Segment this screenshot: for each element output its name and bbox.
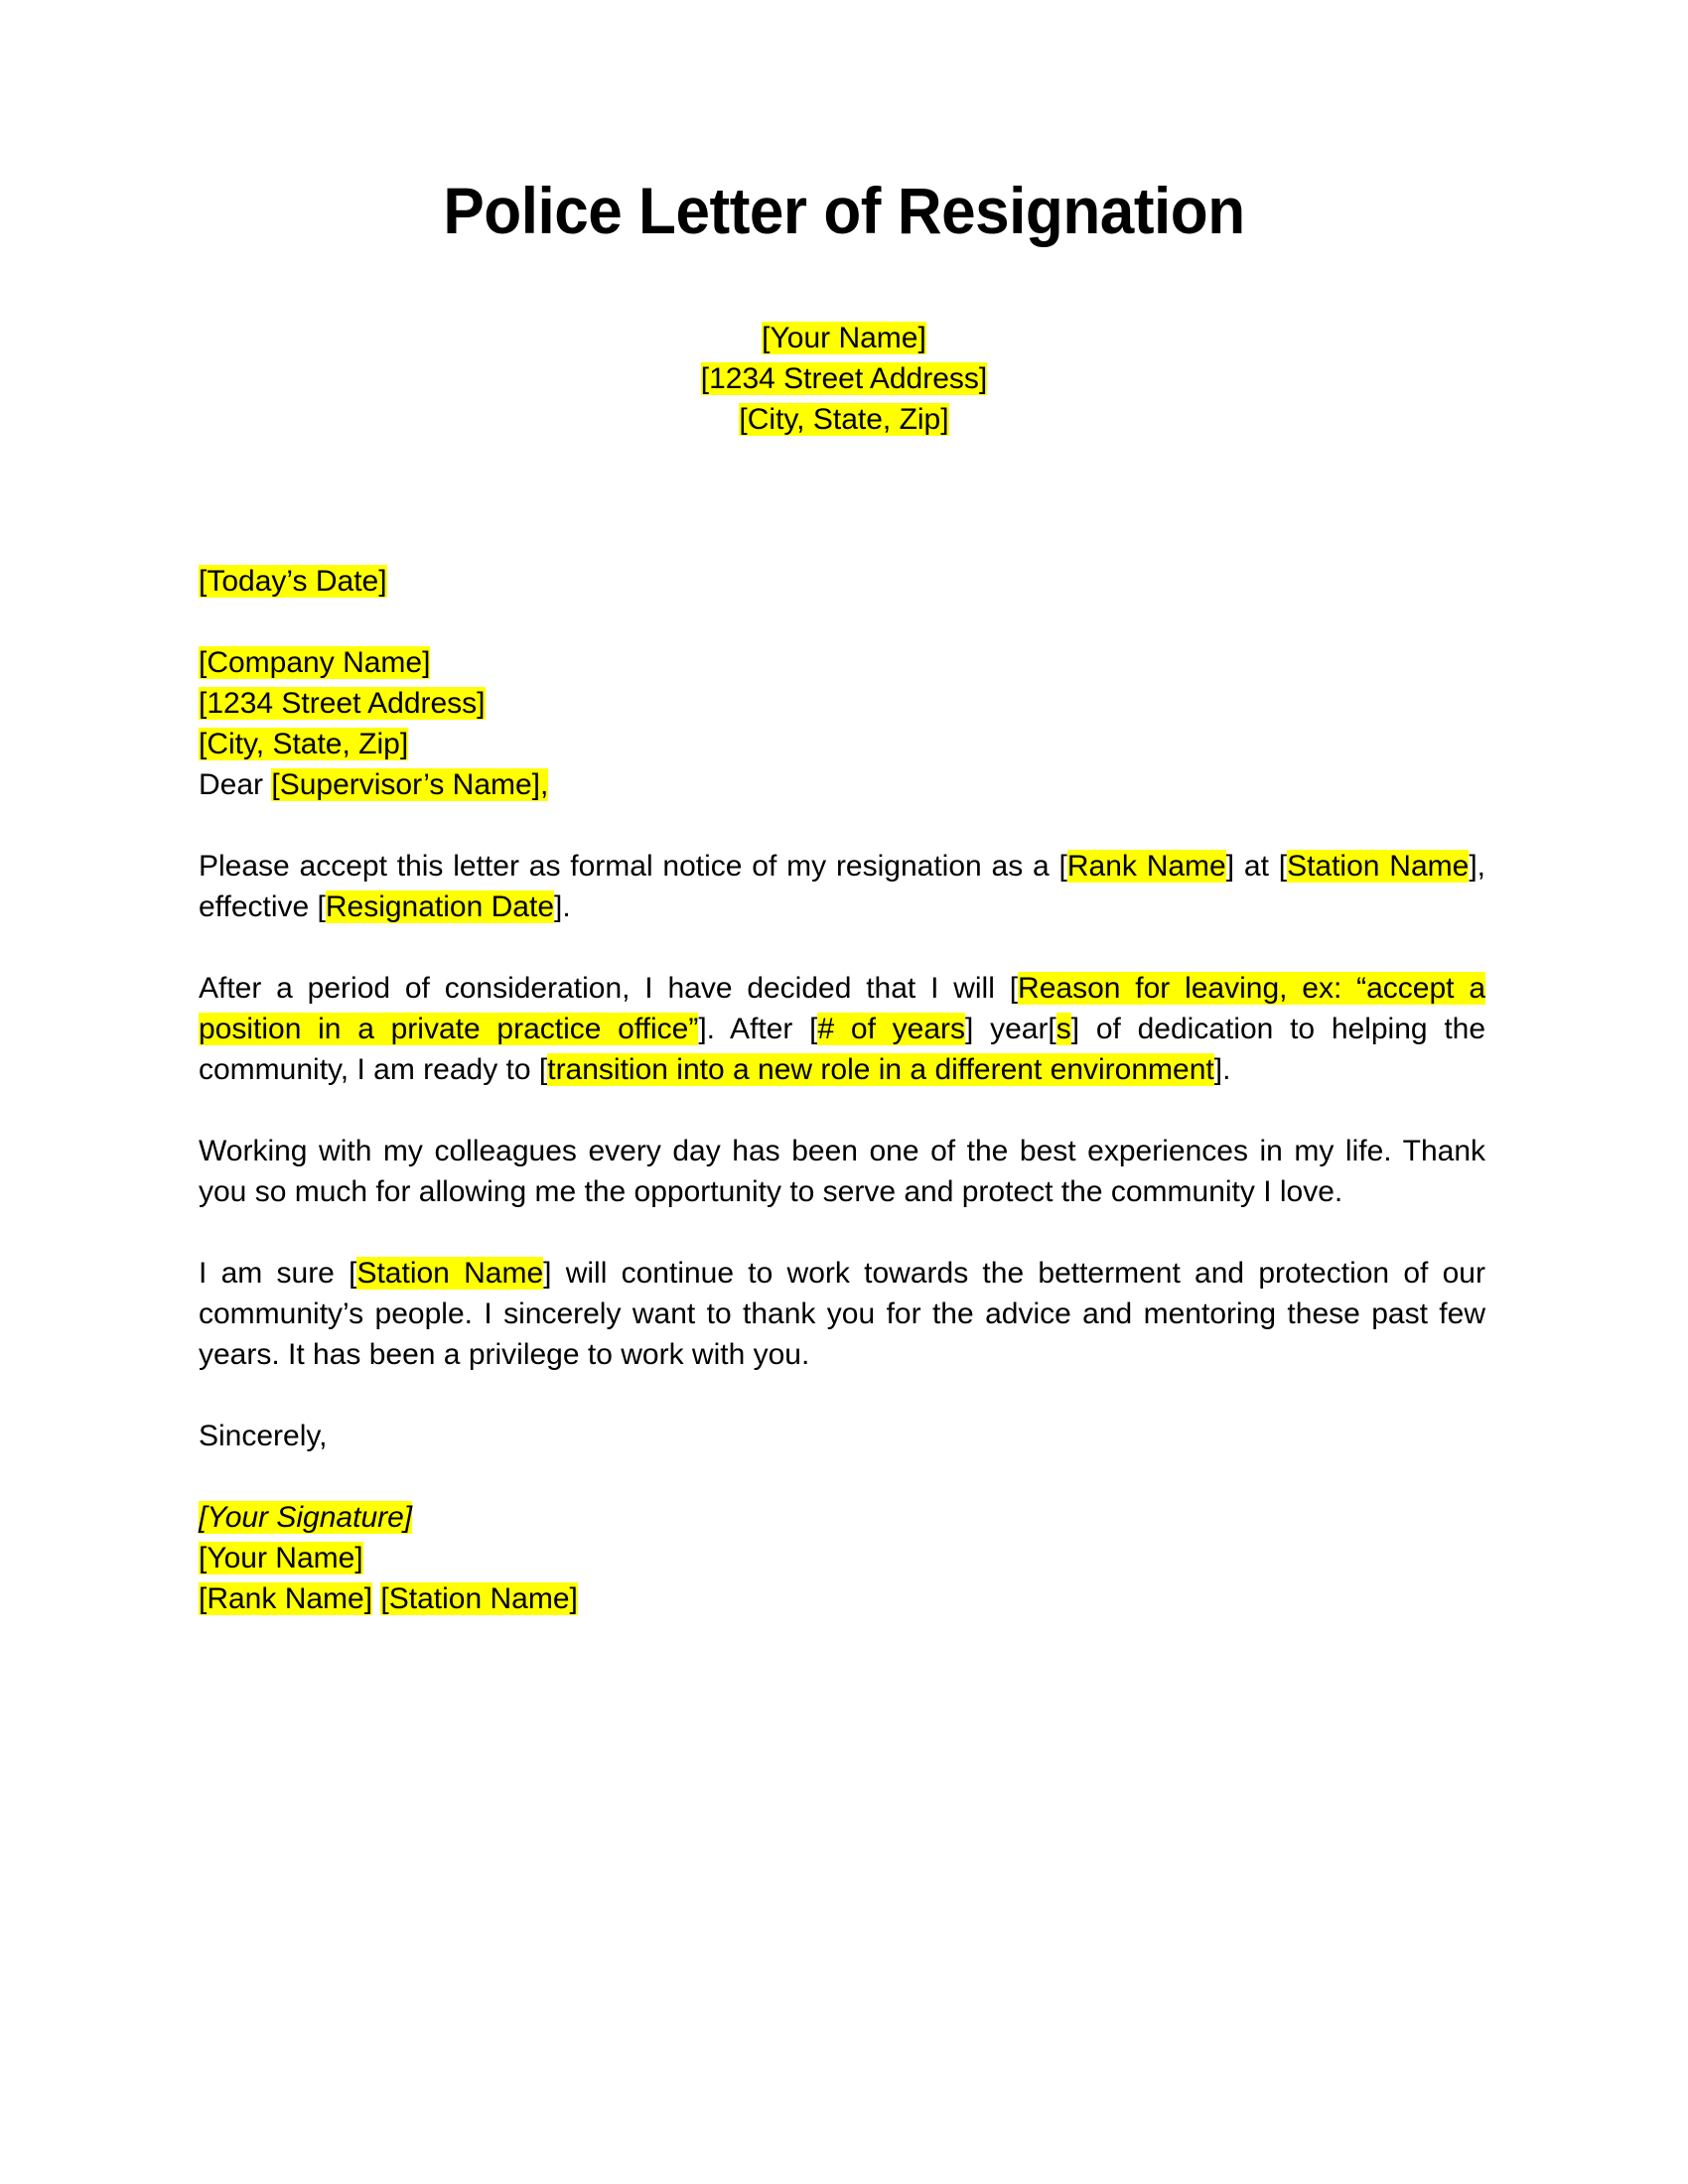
- p2-seg5: ].: [1213, 1053, 1231, 1086]
- p2-seg3: ] year[: [965, 1013, 1056, 1045]
- page-title: Police Letter of Resignation: [443, 174, 1245, 247]
- recipient-city-line: [199, 724, 1485, 764]
- closing-salutation: Sincerely,: [199, 1420, 328, 1452]
- spacer-before-p3: [199, 1090, 1485, 1131]
- p2-plural-s: s: [1055, 1013, 1071, 1045]
- your-signature: [Your Signature]: [199, 1501, 413, 1534]
- spacer-before-p1: [199, 805, 1485, 846]
- recipient-company-line: [199, 642, 1485, 683]
- p1-seg2: ] at [: [1225, 850, 1288, 883]
- signer-rank-station-line: [199, 1578, 1485, 1619]
- signature-line: [199, 1497, 1485, 1538]
- spacer-before-closing: [199, 1375, 1485, 1416]
- p1-resignation-date: Resignation Date: [325, 890, 555, 923]
- p1-seg4: ].: [554, 890, 571, 923]
- letter-body: [199, 561, 1485, 1619]
- sender-city-state-zip: [City, State, Zip]: [739, 403, 949, 436]
- signer-rank: [Rank Name]: [199, 1582, 373, 1615]
- sender-name: [Your Name]: [762, 322, 926, 354]
- date-line: [199, 561, 1485, 602]
- sender-street-line: [0, 358, 1688, 399]
- spacer-before-p2: [199, 927, 1485, 968]
- p1-seg3: ], effective [: [199, 850, 1485, 923]
- paragraph-reason: [199, 968, 1485, 1090]
- sender-address-block: [0, 318, 1688, 440]
- p2-seg2: ]. After [: [698, 1013, 818, 1045]
- paragraph-closing-thanks: [199, 1253, 1485, 1375]
- sender-city-line: [0, 399, 1688, 440]
- recipient-company: [Company Name]: [199, 646, 431, 679]
- p2-seg4: ] of dedication to helping the community, I am ready to [: [199, 1013, 1486, 1086]
- p2-transition-text: transition into a new role in a different environment: [547, 1053, 1214, 1086]
- p4-seg1: I am sure [: [199, 1257, 357, 1290]
- recipient-street-line: [199, 683, 1485, 724]
- p1-seg1: Please accept this letter as formal notice of my resignation as a [: [199, 850, 1067, 883]
- p4-seg2: ] will continue to work towards the betterment and protection of our community’s people. I sincerely want to thank you for the advice and mentoring these past few years. It has been a privilege to work with you.: [199, 1257, 1485, 1371]
- paragraph-resignation-notice: [199, 846, 1485, 927]
- signer-name: [Your Name]: [199, 1542, 363, 1574]
- p1-rank-name: Rank Name: [1066, 850, 1226, 883]
- supervisor-name: [Supervisor’s Name],: [271, 768, 549, 801]
- salutation-line: [199, 764, 1485, 805]
- p4-station-name: Station Name: [356, 1257, 544, 1290]
- spacer-before-p4: [199, 1212, 1485, 1253]
- spacer-after-date: [199, 602, 1485, 642]
- sender-street: [1234 Street Address]: [700, 362, 988, 395]
- sender-name-line: [0, 318, 1688, 358]
- signer-name-line: [199, 1538, 1485, 1578]
- recipient-street: [1234 Street Address]: [199, 687, 486, 720]
- recipient-city-state-zip: [City, State, Zip]: [199, 728, 409, 760]
- signer-station: [Station Name]: [380, 1582, 578, 1615]
- p2-reason-for-leaving: Reason for leaving, ex: “accept a position in a private practice office”: [199, 972, 1485, 1045]
- paragraph-colleagues: Working with my colleagues every day has been one of the best experiences in my life. Thank you so much for allowing me the opportunity to serve and protect the community I love.: [199, 1135, 1485, 1208]
- spacer-before-signature: [199, 1456, 1485, 1497]
- p2-seg1: After a period of consideration, I have decided that I will [: [199, 972, 1019, 1005]
- todays-date: [Today’s Date]: [199, 565, 387, 598]
- p2-number-of-years: # of years: [817, 1013, 966, 1045]
- p1-station-name: Station Name: [1287, 850, 1470, 883]
- salutation-prefix: Dear: [199, 768, 272, 801]
